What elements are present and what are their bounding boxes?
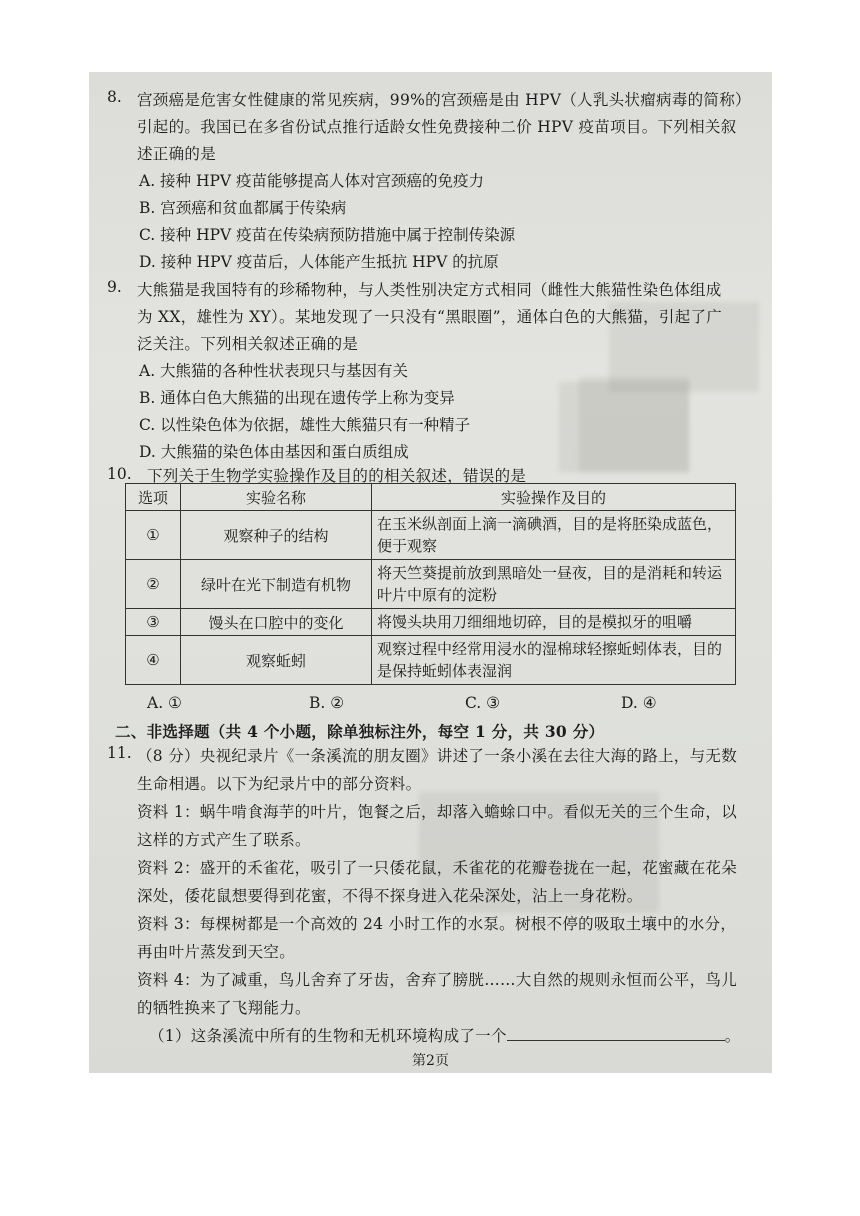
q11-line: 资料 3：每棵树都是一个高效的 24 小时工作的水泵。树根不停的吸取土壤中的水分， <box>137 915 737 933</box>
q9-stem-line: 大熊猫是我国特有的珍稀物种，与人类性别决定方式相同（雌性大熊猫性染色体组成 <box>137 281 722 299</box>
q10-choice-a: A. ① <box>147 694 182 712</box>
q11-line: 深处，倭花鼠想要得到花蜜，不得不探身进入花朵深处，沾上一身花粉。 <box>137 887 643 905</box>
experiment-table <box>125 483 736 685</box>
table-header-option: 选项 <box>126 484 181 511</box>
q8-stem-line: 引起的。我国已在多省份试点推行适龄女性免费接种二价 HPV 疫苗项目。下列相关叙 <box>137 118 737 136</box>
q9-option-d: D. 大熊猫的染色体由基因和蛋白质组成 <box>139 443 409 461</box>
q11-sub1-end: 。 <box>724 1027 741 1045</box>
row-name: 馒头在口腔中的变化 <box>181 609 372 636</box>
row-name: 观察种子的结构 <box>181 511 372 560</box>
q10-choice-d: D. ④ <box>621 694 657 712</box>
table-header-operation: 实验操作及目的 <box>372 484 736 511</box>
table-header-name: 实验名称 <box>181 484 372 511</box>
table-row <box>126 560 736 609</box>
q8-option-a: A. 接种 HPV 疫苗能够提高人体对宫颈癌的免疫力 <box>139 172 485 190</box>
row-operation: 观察过程中经常用浸水的湿棉球轻擦蚯蚓体表，目的是保持蚯蚓体表湿润 <box>372 636 736 685</box>
scanned-page-photo <box>89 72 772 1073</box>
q8-option-c: C. 接种 HPV 疫苗在传染病预防措施中属于控制传染源 <box>139 226 516 244</box>
row-id: ① <box>126 511 181 560</box>
q8-stem-line: 宫颈癌是危害女性健康的常见疾病，99%的宫颈癌是由 HPV（人乳头状瘤病毒的简称） <box>137 91 751 109</box>
answer-blank <box>507 1026 725 1041</box>
q11-number: 11. <box>107 744 132 762</box>
q11-sub1 <box>149 1024 741 1046</box>
q11-line: 生命相遇。以下为纪录片中的部分资料。 <box>137 775 422 793</box>
row-id: ④ <box>126 636 181 685</box>
q11-line: 的牺牲换来了飞翔能力。 <box>137 999 311 1017</box>
q9-stem-line: 为 XX，雄性为 XY）。某地发现了一只没有“黑眼圈”，通体白色的大熊猫，引起了广 <box>137 308 723 326</box>
table-header-row <box>126 484 736 511</box>
row-name: 绿叶在光下制造有机物 <box>181 560 372 609</box>
q9-option-b: B. 通体白色大熊猫的出现在遗传学上称为变异 <box>139 389 455 407</box>
q8-number: 8. <box>107 88 122 106</box>
row-operation: 在玉米纵剖面上滴一滴碘酒，目的是将胚染成蓝色，便于观察 <box>372 511 736 560</box>
q9-number: 9. <box>107 278 122 296</box>
table-row <box>126 511 736 560</box>
q9-option-c: C. 以性染色体为依据，雄性大熊猫只有一种精子 <box>139 416 471 434</box>
table-row <box>126 609 736 636</box>
q11-line: （8 分）央视纪录片《一条溪流的朋友圈》讲述了一条小溪在去往大海的路上，与无数 <box>137 747 737 765</box>
row-id: ② <box>126 560 181 609</box>
q8-option-b: B. 宫颈癌和贫血都属于传染病 <box>139 199 347 217</box>
show-through-shadow <box>559 382 689 472</box>
q11-line: 资料 4：为了减重，鸟儿舍弃了牙齿，舍弃了膀胱……大自然的规则永恒而公平，鸟儿 <box>137 971 737 989</box>
q9-stem-line: 泛关注。下列相关叙述正确的是 <box>137 335 359 353</box>
q11-line: 再由叶片蒸发到天空。 <box>137 943 296 961</box>
q9-option-a: A. 大熊猫的各种性状表现只与基因有关 <box>139 362 409 380</box>
q11-line: 资料 2：盛开的禾雀花，吸引了一只倭花鼠，禾雀花的花瓣卷拢在一起，花蜜藏在花朵 <box>137 859 737 877</box>
row-id: ③ <box>126 609 181 636</box>
q10-stem: 下列关于生物学实验操作及目的的相关叙述，错误的是 <box>147 467 527 485</box>
q8-stem-line: 述正确的是 <box>137 145 217 163</box>
table-row <box>126 636 736 685</box>
q11-line: 资料 1：蜗牛啃食海芋的叶片，饱餐之后，却落入蟾蜍口中。看似无关的三个生命，以 <box>137 803 737 821</box>
q8-option-d: D. 接种 HPV 疫苗后，人体能产生抵抗 HPV 的抗原 <box>139 253 499 271</box>
row-operation: 将馒头块用刀细细地切碎，目的是模拟牙的咀嚼 <box>372 609 736 636</box>
q10-number: 10. <box>107 465 132 483</box>
q10-choice-c: C. ③ <box>465 694 501 712</box>
row-operation: 将天竺葵提前放到黑暗处一昼夜，目的是消耗和转运叶片中原有的淀粉 <box>372 560 736 609</box>
page-number: 第2页 <box>412 1053 449 1069</box>
q11-line: 这样的方式产生了联系。 <box>137 831 311 849</box>
q11-sub1-text: （1）这条溪流中所有的生物和无机环境构成了一个 <box>149 1027 507 1045</box>
q10-choice-b: B. ② <box>309 694 345 712</box>
section-title: 二、非选择题（共 4 个小题，除单独标注外，每空 1 分，共 30 分） <box>115 722 605 741</box>
row-name: 观察蚯蚓 <box>181 636 372 685</box>
